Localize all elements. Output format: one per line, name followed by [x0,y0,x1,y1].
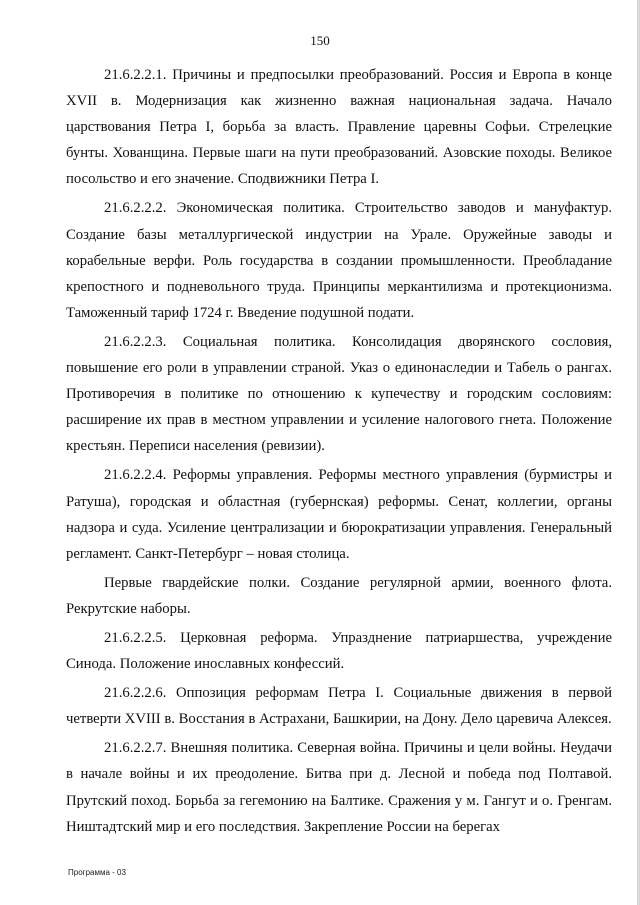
paragraph-21-6-2-2-5: 21.6.2.2.5. Церковная реформа. Упразднение патриаршества, учреждение Синода. Положение инославных конфессий. [66,629,612,673]
paragraph-21-6-2-2-1: 21.6.2.2.1. Причины и предпосылки преобразований. Россия и Европа в конце XVII в. Модернизация как жизненно важная национальная задача. Начало царствования Петра I, борьба за власть. Правление царевны Софьи. Стрелецкие бунты. Хованщина. Первые шаги на пути преобразований. Азовские походы. Великое посольство и его значение. Сподвижники Петра I. [66,67,612,188]
paragraph-21-6-2-2-2: 21.6.2.2.2. Экономическая политика. Строительство заводов и мануфактур. Создание базы металлургической индустрии на Урале. Оружейные заводы и корабельные верфи. Роль государства в создании промышленности. Преобладание крепостного и подневольного труда. Принципы меркантилизма и протекционизма. Таможенный тариф 1724 г. Введение подушной подати. [66,200,612,321]
paragraph-21-6-2-2-6: 21.6.2.2.6. Оппозиция реформам Петра I. Социальные движения в первой четверти XVIII в. Восстания в Астрахани, Башкирии, на Дону. Дело царевича Алексея. [66,685,612,728]
paragraph-21-6-2-2-7: 21.6.2.2.7. Внешняя политика. Северная война. Причины и цели войны. Неудачи в начале войны и их преодоление. Битва при д. Лесной и победа под Полтавой. Прутский поход. Борьба за гегемонию на Балтике. Сражения у м. Гангут и о. Гренгам. Ништадтский мир и его последствия. Закрепление России на берегах [66,740,612,835]
paragraph-guards-regiments: Первые гвардейские полки. Создание регулярной армии, военного флота. Рекрутские наборы. [66,574,612,617]
footer-label: Программа - 03 [68,868,126,877]
paragraph-21-6-2-2-3: 21.6.2.2.3. Социальная политика. Консолидация дворянского сословия, повышение его роли в управлении страной. Указ о единонаследии и Табель о рангах. Противоречия в политике по отношению к купечеству и городским сословиям: расширение их прав в местном управлении и усиление налогового гнета. Положение крестьян. Переписи населения (ревизии). [66,333,612,455]
page-number: 150 [310,33,330,48]
page-body [66,62,612,840]
paragraph-21-6-2-2-4: 21.6.2.2.4. Реформы управления. Реформы местного управления (бурмистры и Ратуша), городская и областная (губернская) реформы. Сенат, коллегии, органы надзора и суда. Усиление централизации и бюрократизации управления. Генеральный регламент. Санкт-Петербург – новая столица. [66,467,612,562]
